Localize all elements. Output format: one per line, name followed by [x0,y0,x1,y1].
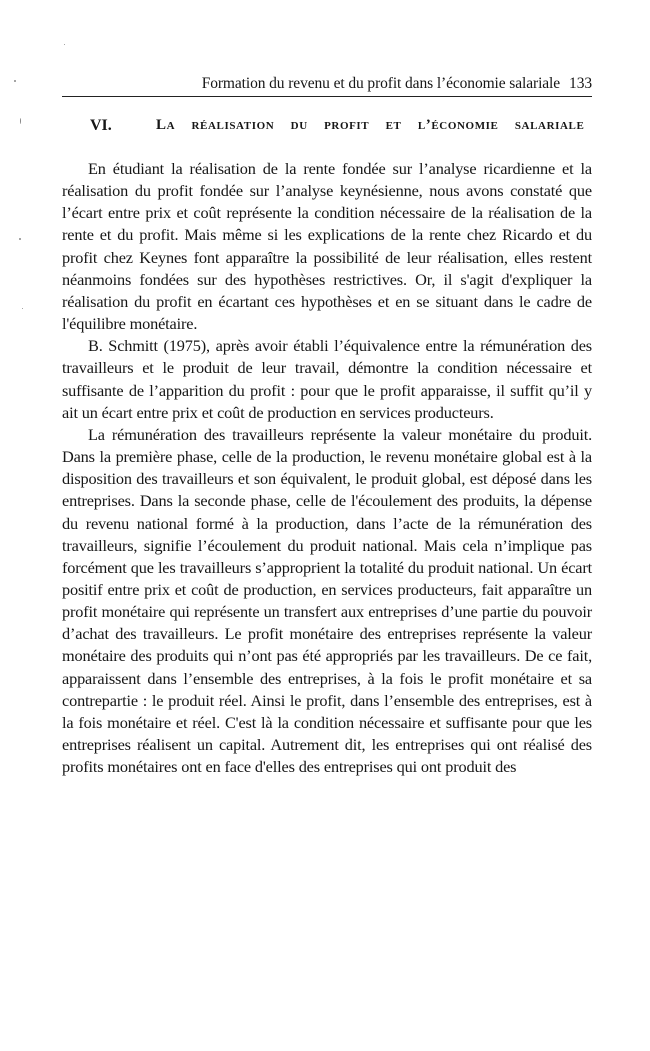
section-title: La réalisation du profit et l’économie salariale [156,117,585,133]
book-page [62,74,592,778]
page-number: 133 [569,75,592,92]
scan-speck [14,80,16,82]
scan-speck [64,44,65,45]
running-title: Formation du revenu et du profit dans l’économie salariale [201,75,561,92]
body-text [62,158,592,778]
scan-speck [22,308,23,309]
paragraph: En étudiant la réalisation de la rente fondée sur l’analyse ricardienne et la réalisation du profit fondée sur l’analyse keynésienne, nous avons constaté que l’écart entre prix et coût représente la condition nécessaire de la réalisation de la rente et du profit. Mais même si les explications de la rente chez Ricardo et du profit chez Keynes font apparaître la possibilité de leur réalisation, elles restent néanmoins fondées sur des hypothèses restrictives. Or, il s'agit d'expliquer la réalisation du profit en écartant ces hypothèses et en se situant dans le cadre de l'équilibre monétaire. [62,159,592,334]
scan-speck [19,238,21,240]
paragraph: B. Schmitt (1975), après avoir établi l’équivalence entre la rémunération des travailleurs et le produit de leur travail, démontre la condition nécessaire et suffisante de l’apparition du profit : pour que le profit apparaisse, il suffit qu’il y ait un écart entre prix et coût de production en services producteurs. [62,336,592,422]
scan-speck [20,118,21,124]
running-header [62,74,592,97]
paragraph: La rémunération des travailleurs représente la valeur monétaire du produit. Dans la première phase, celle de la production, le revenu monétaire global est à la disposition des travailleurs et son équivalent, le produit global, est déposé dans les entreprises. Dans la seconde phase, celle de l'écoulement des produits, la dépense du revenu national formé à la production, dans l’acte de la rémunération des travailleurs, signifie l’écoulement du produit national. Mais cela n’implique pas forcément que les travailleurs s’approprient la totalité du produit national. Un écart positif entre prix et coût de production, en services producteurs, fait apparaître un profit monétaire qui représente un transfert aux entreprises d’une partie du pouvoir d’achat des travailleurs. Le profit monétaire des entreprises représente la valeur monétaire des produits qui n’ont pas été appropriés par les travailleurs. De ce fait, apparaissent dans l’ensemble des entreprises, à la fois le profit monétaire et sa contrepartie : le produit réel. Ainsi le profit, dans l’ensemble des entreprises, est à la fois monétaire et réel. C'est là la condition nécessaire et suffisante pour que les entreprises réalisent un capital. Autrement dit, les entreprises qui ont réalisé des profits monétaires ont en face d'elles des entreprises qui ont produit des [62,424,592,777]
section-number: VI. [90,117,112,134]
section-heading [62,115,592,136]
